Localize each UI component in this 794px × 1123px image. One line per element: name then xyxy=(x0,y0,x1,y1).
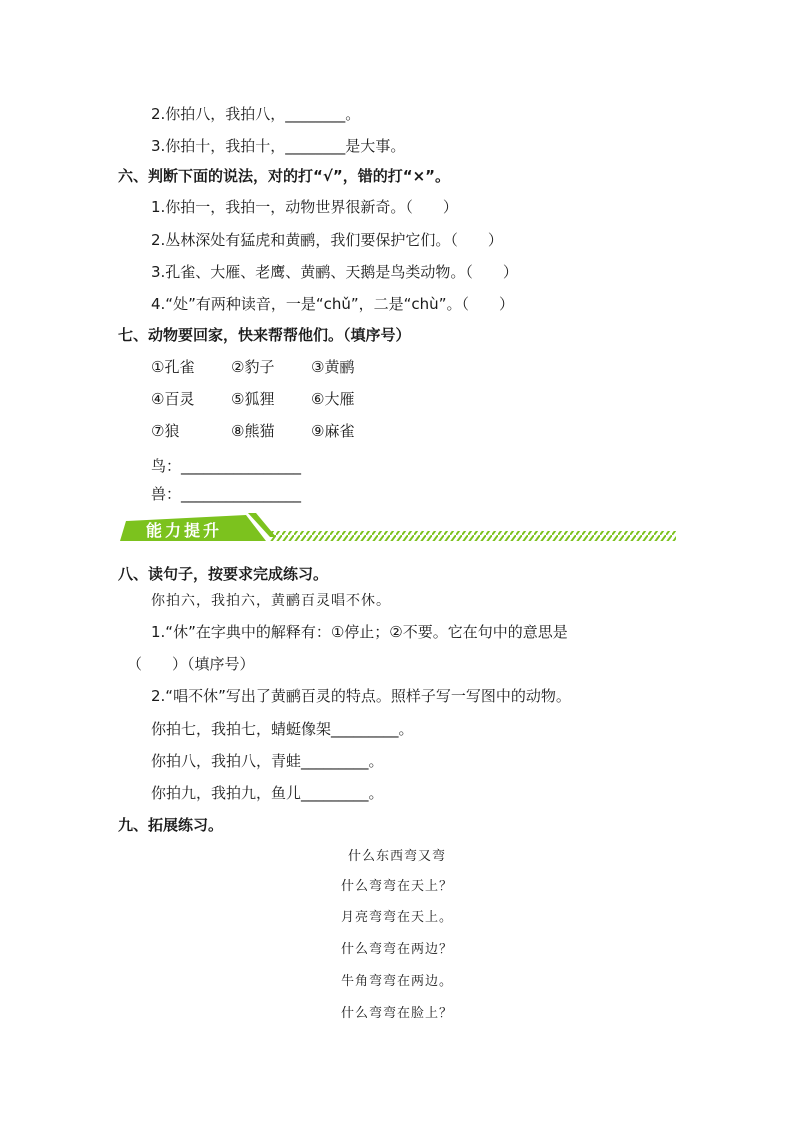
poem-line: 牛角弯弯在两边。 xyxy=(340,974,453,989)
animal-option: ②豹子 xyxy=(231,358,275,376)
beast-answer-line: 兽：________________ xyxy=(151,485,302,503)
fill-line-3: 3.你拍十，我拍十，________是大事。 xyxy=(151,137,406,155)
question-1-answer: （ ）（填序号） xyxy=(127,655,255,673)
animal-option: ⑨麻雀 xyxy=(311,422,355,440)
example-line-1: 你拍七，我拍七，蜻蜓像架_________。 xyxy=(151,720,414,738)
judge-item-1: 1.你拍一，我拍一，动物世界很新奇。（ ） xyxy=(151,198,458,216)
fill-line-2: 2.你拍八，我拍八，________。 xyxy=(151,105,361,123)
animal-option: ④百灵 xyxy=(151,390,195,408)
animal-option: ③黄鹂 xyxy=(311,358,355,376)
animal-option: ⑧熊猫 xyxy=(231,422,275,440)
banner-stripes xyxy=(270,531,676,541)
judge-item-3: 3.孔雀、大雁、老鹰、黄鹂、天鹅是鸟类动物。（ ） xyxy=(151,263,518,281)
example-line-3: 你拍九，我拍九，鱼儿_________。 xyxy=(151,784,384,802)
animal-option: ⑦狼 xyxy=(151,422,180,440)
question-2: 2.“唱不休”写出了黄鹂百灵的特点。照样子写一写图中的动物。 xyxy=(151,687,571,705)
section-7-title: 七、动物要回家，快来帮帮他们。（填序号） xyxy=(118,326,411,344)
question-1: 1.“休”在字典中的解释有：①停止；②不要。它在句中的意思是 xyxy=(151,623,568,641)
poem-line: 月亮弯弯在天上。 xyxy=(340,910,453,925)
judge-item-2: 2.丛林深处有猛虎和黄鹂，我们要保护它们。（ ） xyxy=(151,231,503,249)
poem-line: 什么弯弯在两边？ xyxy=(340,942,453,957)
ability-banner xyxy=(120,511,676,551)
animal-option: ⑥大雁 xyxy=(311,390,355,408)
bird-answer-line: 鸟：________________ xyxy=(151,457,302,475)
poem-title: 什么东西弯又弯 xyxy=(347,849,446,864)
section-6-title: 六、判断下面的说法，对的打“√”，错的打“×”。 xyxy=(118,167,451,185)
banner-label: 能力提升 xyxy=(145,521,223,540)
animal-option: ①孔雀 xyxy=(151,358,195,376)
section-8-title: 八、读句子，按要求完成练习。 xyxy=(118,565,329,583)
animal-option: ⑤狐狸 xyxy=(231,390,275,408)
poem-line: 什么弯弯在天上？ xyxy=(340,879,453,894)
section-9-title: 九、拓展练习。 xyxy=(118,816,224,834)
example-line-2: 你拍八，我拍八，青蛙_________。 xyxy=(151,752,384,770)
judge-item-4: 4.“处”有两种读音，一是“chǔ”，二是“chù”。（ ） xyxy=(151,295,514,313)
poem-line: 什么弯弯在脸上？ xyxy=(340,1006,453,1021)
quote-sentence: 你拍六，我拍六，黄鹂百灵唱不休。 xyxy=(151,593,391,609)
